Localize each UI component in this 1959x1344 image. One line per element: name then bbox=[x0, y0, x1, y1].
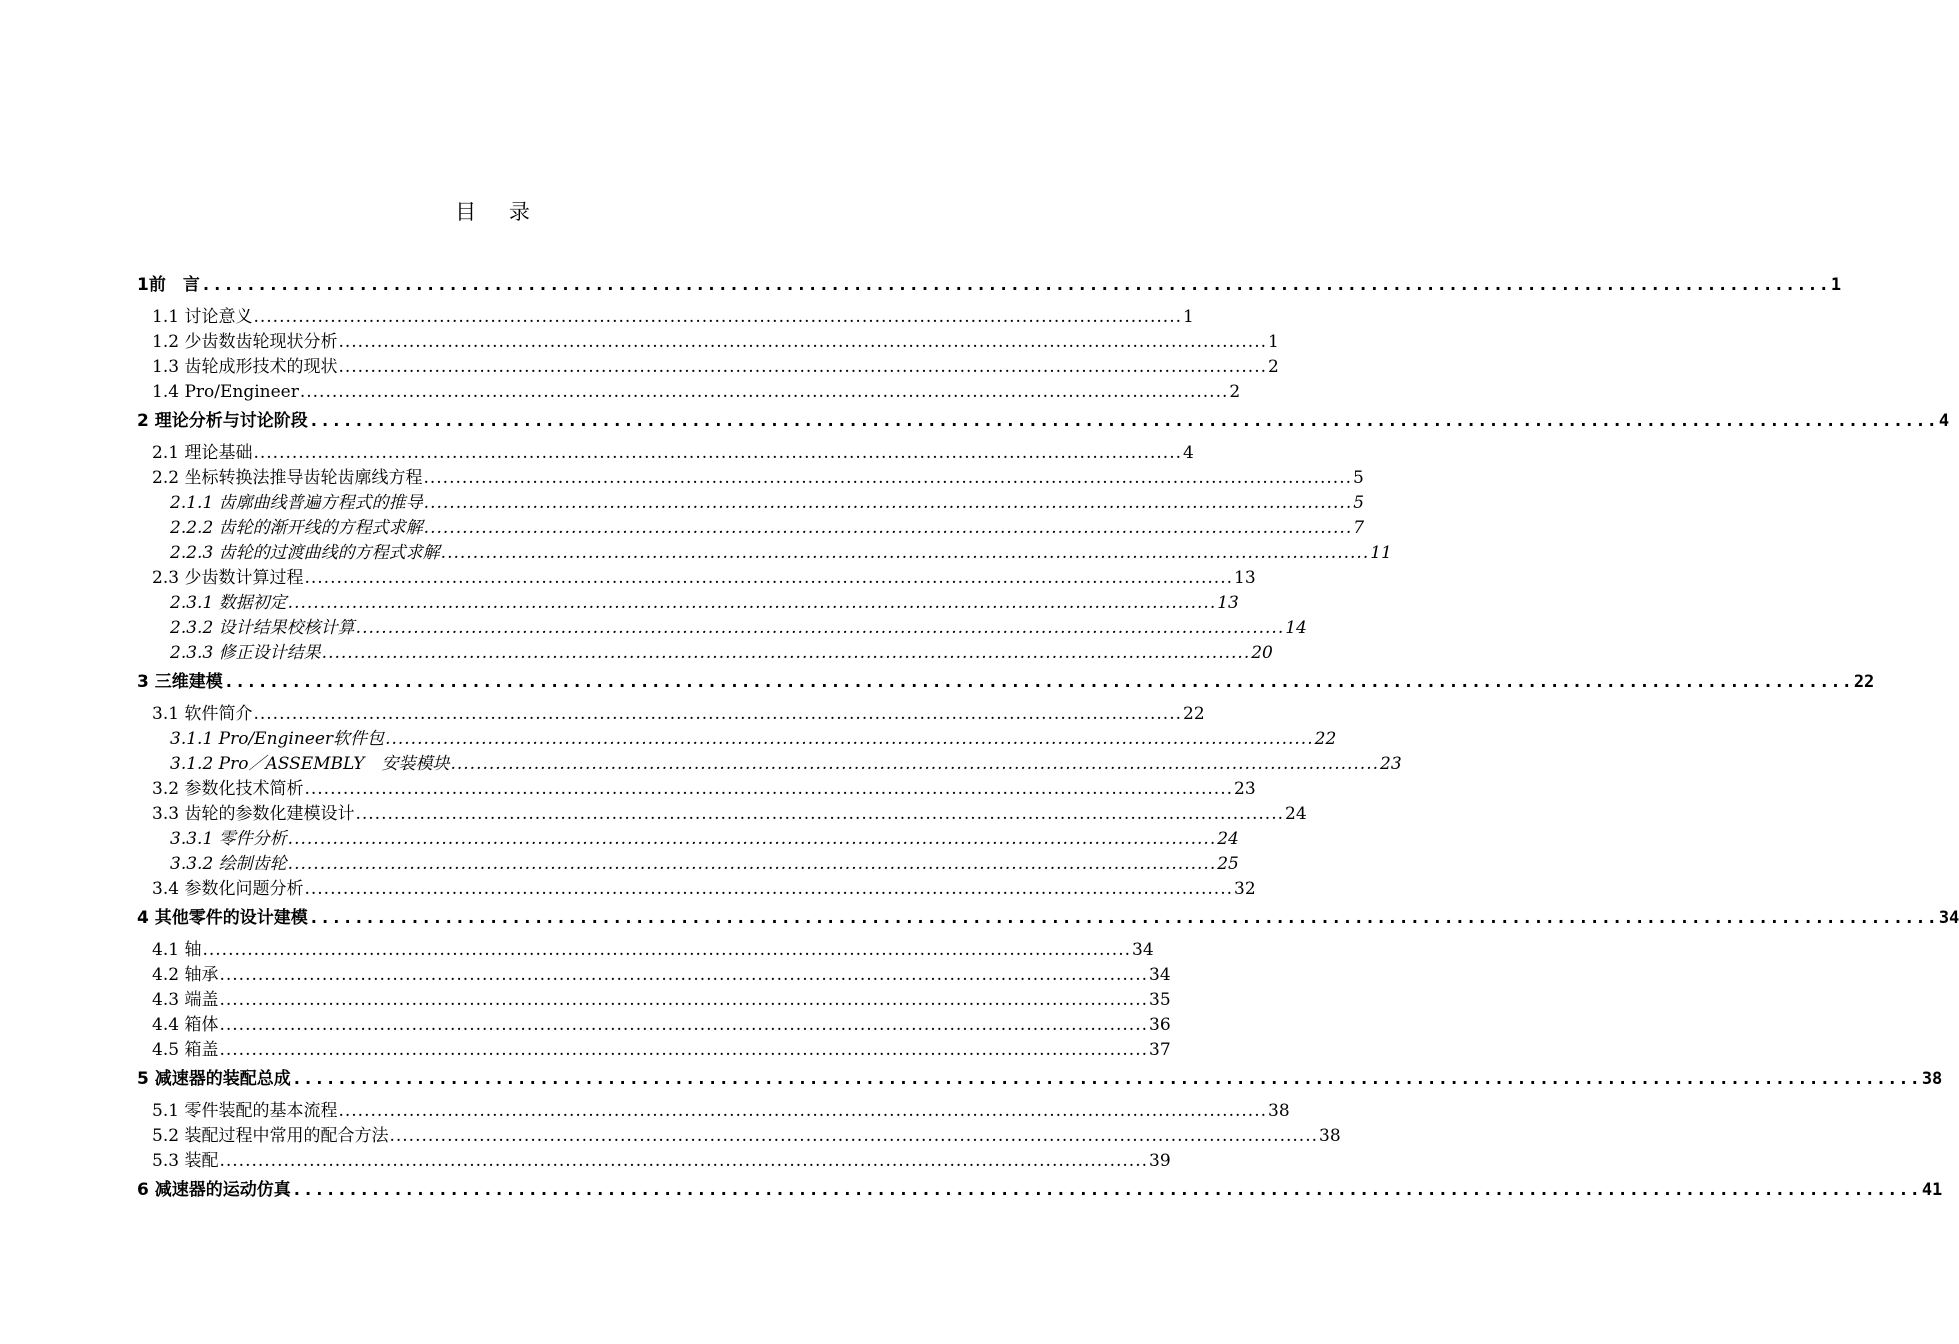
dot-leader: ................................................................................................................................................. bbox=[219, 990, 1149, 1010]
toc-entry-page: 13 bbox=[1234, 568, 1256, 588]
dot-leader: ................................................................................................................................................. bbox=[253, 443, 1183, 463]
toc-entry-title: 3.1.2 Pro／ASSEMBLY 安装模块 bbox=[170, 754, 450, 774]
toc-entry-title: 4 其他零件的设计建模 bbox=[137, 908, 308, 928]
toc-entry[interactable] bbox=[137, 1150, 1171, 1175]
toc-entry[interactable] bbox=[137, 517, 1365, 542]
toc-entry-title: 2.3 少齿数计算过程 bbox=[152, 568, 304, 588]
toc-entry-page: 38 bbox=[1921, 1069, 1943, 1089]
dot-leader: ................................................................................................................................................. bbox=[287, 854, 1217, 874]
toc-entry-page: 23 bbox=[1234, 779, 1256, 799]
toc-entry[interactable] bbox=[137, 939, 1154, 964]
dot-leader: ................................................................................................................................................. bbox=[223, 672, 1853, 692]
toc-entry-page: 22 bbox=[1314, 729, 1337, 749]
toc-entry-title: 1前 言 bbox=[137, 275, 200, 295]
toc-entry-title: 2.3.3 修正设计结果 bbox=[170, 643, 321, 663]
toc-entry-title: 2.1.1 齿廓曲线普遍方程式的推导 bbox=[170, 493, 423, 513]
toc-entry-page: 14 bbox=[1285, 618, 1307, 638]
toc-entry-title: 3.3 齿轮的参数化建模设计 bbox=[152, 804, 355, 824]
toc-entry[interactable] bbox=[137, 592, 1239, 617]
toc-entry[interactable] bbox=[137, 828, 1239, 853]
toc-entry-title: 2.2.3 齿轮的过渡曲线的方程式求解 bbox=[170, 543, 440, 563]
toc-entry[interactable] bbox=[137, 878, 1256, 903]
toc-entry-page: 37 bbox=[1149, 1040, 1171, 1060]
toc-entry-page: 4 bbox=[1183, 443, 1194, 463]
toc-entry-page: 20 bbox=[1251, 643, 1273, 663]
toc-entry-title: 2.3.2 设计结果校核计算 bbox=[170, 618, 355, 638]
toc-entry[interactable] bbox=[137, 306, 1194, 331]
toc-entry-title: 4.2 轴承 bbox=[152, 965, 219, 985]
dot-leader: ................................................................................................................................................. bbox=[287, 593, 1217, 613]
dot-leader: ................................................................................................................................................. bbox=[253, 704, 1183, 724]
toc-entry[interactable] bbox=[137, 1014, 1171, 1039]
dot-leader: ................................................................................................................................................. bbox=[355, 618, 1285, 638]
dot-leader: ................................................................................................................................................. bbox=[423, 468, 1353, 488]
toc-entry[interactable] bbox=[137, 1125, 1341, 1150]
dot-leader: ................................................................................................................................................. bbox=[440, 543, 1370, 563]
toc-entry-title: 3.1 软件简介 bbox=[152, 704, 253, 724]
dot-leader: ................................................................................................................................................. bbox=[299, 382, 1229, 402]
toc-entry[interactable] bbox=[137, 671, 1875, 696]
toc-entry-title: 4.1 轴 bbox=[152, 940, 202, 960]
toc-entry-title: 3.3.2 绘制齿轮 bbox=[170, 854, 287, 874]
dot-leader: ................................................................................................................................................. bbox=[338, 332, 1268, 352]
toc-entry[interactable] bbox=[137, 1068, 1943, 1093]
toc-entry-page: 32 bbox=[1234, 879, 1256, 899]
toc-entry-page: 1 bbox=[1268, 332, 1279, 352]
toc-entry-title: 1.2 少齿数齿轮现状分析 bbox=[152, 332, 338, 352]
toc-entry-title: 2.1 理论基础 bbox=[152, 443, 253, 463]
toc-entry-title: 3.2 参数化技术简析 bbox=[152, 779, 304, 799]
dot-leader: ................................................................................................................................................. bbox=[219, 1015, 1149, 1035]
dot-leader: ................................................................................................................................................. bbox=[287, 829, 1217, 849]
dot-leader: ................................................................................................................................................. bbox=[304, 568, 1234, 588]
dot-leader: ................................................................................................................................................. bbox=[202, 940, 1132, 960]
dot-leader: ................................................................................................................................................. bbox=[219, 965, 1149, 985]
toc-entry-title: 2.2.2 齿轮的渐开线的方程式求解 bbox=[170, 518, 423, 538]
toc-entry-page: 36 bbox=[1149, 1015, 1171, 1035]
toc-entry-title: 2.3.1 数据初定 bbox=[170, 593, 287, 613]
toc-entry-page: 38 bbox=[1319, 1126, 1341, 1146]
dot-leader: ................................................................................................................................................. bbox=[200, 275, 1830, 295]
toc-entry-title: 5.2 装配过程中常用的配合方法 bbox=[152, 1126, 389, 1146]
toc-entry-title: 6 减速器的运动仿真 bbox=[137, 1180, 291, 1200]
toc-entry-page: 34 bbox=[1132, 940, 1154, 960]
toc-entry[interactable] bbox=[137, 728, 1337, 753]
dot-leader: ................................................................................................................................................. bbox=[304, 879, 1234, 899]
toc-entry[interactable] bbox=[137, 964, 1171, 989]
toc-entry-title: 4.5 箱盖 bbox=[152, 1040, 219, 1060]
toc-entry[interactable] bbox=[137, 617, 1307, 642]
toc-entry[interactable] bbox=[137, 853, 1239, 878]
toc-entry-page: 7 bbox=[1353, 518, 1365, 538]
toc-entry-title: 5 减速器的装配总成 bbox=[137, 1069, 291, 1089]
dot-leader: ................................................................................................................................................. bbox=[338, 1101, 1268, 1121]
toc-entry[interactable] bbox=[137, 703, 1205, 728]
dot-leader: ................................................................................................................................................. bbox=[304, 779, 1234, 799]
dot-leader: ................................................................................................................................................. bbox=[219, 1151, 1149, 1171]
toc-entry-page: 34 bbox=[1149, 965, 1171, 985]
toc-entry-page: 1 bbox=[1830, 275, 1842, 295]
toc-entry-title: 2 理论分析与讨论阶段 bbox=[137, 411, 308, 431]
toc-entry[interactable] bbox=[137, 381, 1241, 406]
toc-entry-page: 34 bbox=[1938, 908, 1959, 928]
dot-leader: ................................................................................................................................................. bbox=[355, 804, 1285, 824]
dot-leader: ................................................................................................................................................. bbox=[389, 1126, 1319, 1146]
toc-entry-title: 3.4 参数化问题分析 bbox=[152, 879, 304, 899]
toc-entry[interactable] bbox=[137, 803, 1307, 828]
toc-entry[interactable] bbox=[137, 567, 1256, 592]
dot-leader: ................................................................................................................................................. bbox=[308, 908, 1938, 928]
toc-title: 目 录 bbox=[455, 200, 543, 224]
dot-leader: ................................................................................................................................................. bbox=[253, 307, 1183, 327]
dot-leader: ................................................................................................................................................. bbox=[308, 411, 1938, 431]
toc-entry-title: 5.3 装配 bbox=[152, 1151, 219, 1171]
toc-entry[interactable] bbox=[137, 989, 1171, 1014]
toc-entry[interactable] bbox=[137, 542, 1392, 567]
toc-entry[interactable] bbox=[137, 410, 1950, 435]
toc-entry[interactable] bbox=[137, 778, 1256, 803]
toc-entry[interactable] bbox=[137, 1179, 1943, 1204]
toc-entry[interactable] bbox=[137, 1100, 1290, 1125]
toc-entry-title: 3.1.1 Pro/Engineer软件包 bbox=[170, 729, 385, 749]
toc-entry-page: 5 bbox=[1353, 493, 1365, 513]
dot-leader: ................................................................................................................................................. bbox=[423, 493, 1353, 513]
toc-entry[interactable] bbox=[137, 467, 1364, 492]
dot-leader: ................................................................................................................................................. bbox=[291, 1180, 1921, 1200]
dot-leader: ................................................................................................................................................. bbox=[321, 643, 1251, 663]
toc-entry-page: 24 bbox=[1285, 804, 1307, 824]
dot-leader: ................................................................................................................................................. bbox=[385, 729, 1314, 749]
toc-entry[interactable] bbox=[137, 274, 1842, 299]
toc-entry-page: 1 bbox=[1183, 307, 1194, 327]
toc-entry-page: 11 bbox=[1370, 543, 1392, 563]
toc-entry-page: 4 bbox=[1938, 411, 1950, 431]
toc-entry[interactable] bbox=[137, 356, 1279, 381]
dot-leader: ................................................................................................................................................. bbox=[291, 1069, 1921, 1089]
toc-entry-page: 35 bbox=[1149, 990, 1171, 1010]
toc-entry-page: 41 bbox=[1921, 1180, 1943, 1200]
toc-entry-page: 23 bbox=[1380, 754, 1402, 774]
toc-entry-title: 1.4 Pro/Engineer bbox=[152, 382, 299, 402]
toc-entry-page: 25 bbox=[1217, 854, 1239, 874]
toc-entry[interactable] bbox=[137, 492, 1365, 517]
toc-entry-page: 2 bbox=[1229, 382, 1241, 402]
toc-entry-title: 5.1 零件装配的基本流程 bbox=[152, 1101, 338, 1121]
dot-leader: ................................................................................................................................................. bbox=[423, 518, 1353, 538]
toc-entry[interactable] bbox=[137, 442, 1194, 467]
toc-entry-title: 1.1 讨论意义 bbox=[152, 307, 253, 327]
toc-entry-page: 13 bbox=[1217, 593, 1239, 613]
toc-entry-page: 24 bbox=[1217, 829, 1239, 849]
toc-entry-title: 4.4 箱体 bbox=[152, 1015, 219, 1035]
toc-entry-page: 2 bbox=[1268, 357, 1279, 377]
toc-entry-page: 38 bbox=[1268, 1101, 1290, 1121]
dot-leader: ................................................................................................................................................. bbox=[338, 357, 1268, 377]
dot-leader: ................................................................................................................................................. bbox=[450, 754, 1380, 774]
toc-entry-title: 1.3 齿轮成形技术的现状 bbox=[152, 357, 338, 377]
toc-entry[interactable] bbox=[137, 753, 1402, 778]
toc-entry[interactable] bbox=[137, 642, 1273, 667]
toc-entry[interactable] bbox=[137, 331, 1279, 356]
table-of-contents bbox=[137, 274, 1959, 1204]
toc-entry-page: 39 bbox=[1149, 1151, 1171, 1171]
toc-entry-page: 5 bbox=[1353, 468, 1364, 488]
toc-entry-page: 22 bbox=[1183, 704, 1205, 724]
toc-entry[interactable] bbox=[137, 907, 1959, 932]
toc-entry-page: 22 bbox=[1853, 672, 1875, 692]
toc-entry-title: 3.3.1 零件分析 bbox=[170, 829, 287, 849]
toc-entry-title: 2.2 坐标转换法推导齿轮齿廓线方程 bbox=[152, 468, 423, 488]
toc-entry[interactable] bbox=[137, 1039, 1171, 1064]
toc-entry-title: 3 三维建模 bbox=[137, 672, 223, 692]
dot-leader: ................................................................................................................................................. bbox=[219, 1040, 1149, 1060]
toc-entry-title: 4.3 端盖 bbox=[152, 990, 219, 1010]
